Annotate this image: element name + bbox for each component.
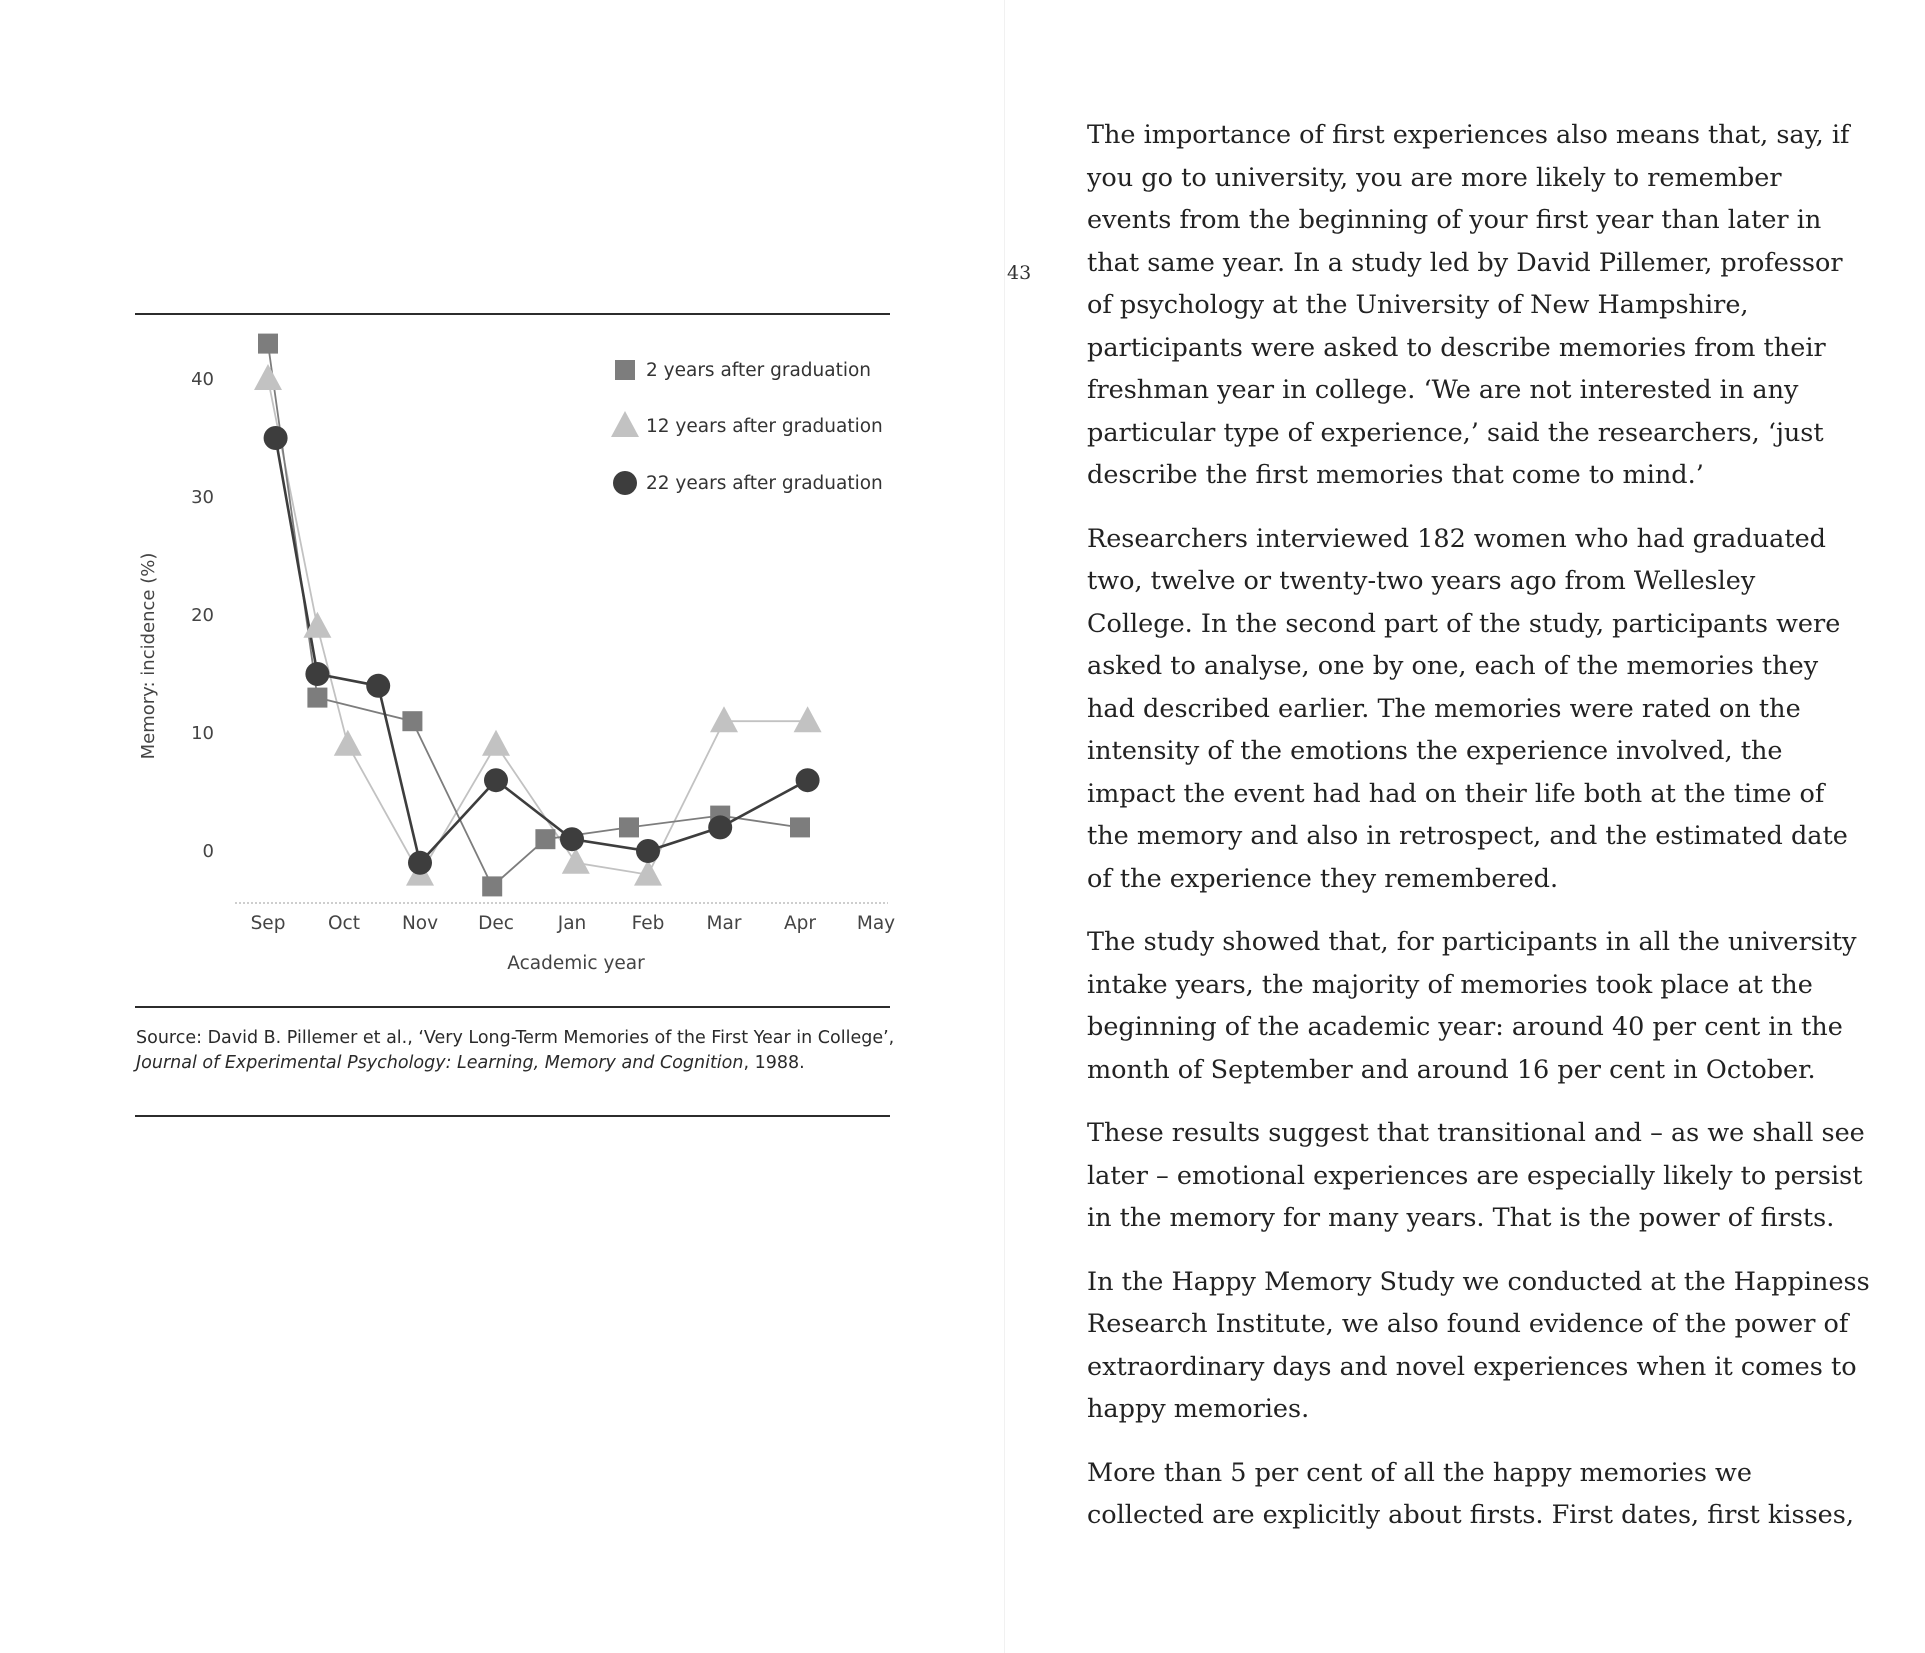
x-tick-label: Nov <box>401 913 439 934</box>
series-2-point <box>482 730 510 756</box>
text-line: that same year. In a study led by David Pillemer, professor <box>1087 247 1843 278</box>
series-3-point <box>264 426 288 450</box>
body-text <box>1087 114 1887 1558</box>
legend-label-1: 2 years after graduation <box>646 360 872 381</box>
text-line: two, twelve or twenty-two years ago from Wellesley <box>1087 566 1756 596</box>
text-line: Research Institute, we also found evidence of the power of <box>1087 1309 1849 1339</box>
x-axis-label: Academic year <box>507 953 645 974</box>
page-number: 43 <box>1007 262 1032 284</box>
paragraph-3 <box>1087 921 1887 1091</box>
series-line-3 <box>276 438 808 863</box>
paragraph-2 <box>1087 518 1887 901</box>
caption-journal: Journal of Experimental Psychology: Learning, Memory and Cognition <box>136 1053 744 1073</box>
figure-caption <box>136 1026 916 1076</box>
text-line: of the experience they remembered. <box>1087 863 1559 894</box>
series-3-point <box>796 768 820 792</box>
text-line: College. In the second part of the study, participants were <box>1087 608 1841 639</box>
text-line: in the memory for many years. That is the power of firsts. <box>1087 1203 1835 1233</box>
series-2-point <box>254 364 282 390</box>
series-3-point <box>560 827 584 851</box>
paragraph-5 <box>1087 1261 1887 1431</box>
x-tick-label: Feb <box>631 913 665 934</box>
caption-journal-line <box>136 1051 916 1076</box>
series-3-point <box>484 768 508 792</box>
series-1-point <box>307 688 327 708</box>
caption-source-line: Source: David B. Pillemer et al., ‘Very Long-Term Memories of the First Year in College’, <box>136 1028 895 1048</box>
series-1-point <box>402 711 422 731</box>
series-1-point <box>790 817 810 837</box>
x-tick-label: Dec <box>478 913 514 934</box>
x-tick-label: May <box>856 913 896 934</box>
y-tick-label: 20 <box>191 605 214 626</box>
text-line: particular type of experience,’ said the researchers, ‘just <box>1087 417 1824 448</box>
text-line: you go to university, you are more likely to remember <box>1087 162 1782 193</box>
paragraph-4 <box>1087 1112 1887 1240</box>
page-gutter <box>1004 0 1005 1653</box>
legend-marker-3 <box>613 471 637 495</box>
series-2-point <box>710 706 738 732</box>
text-line: describe the first memories that come to mind.’ <box>1087 460 1704 490</box>
x-tick-label: Oct <box>328 913 360 934</box>
text-line: These results suggest that transitional and – as we shall see <box>1087 1118 1865 1148</box>
figure-bottom-rule <box>135 1115 890 1117</box>
text-line: collected are explicitly about firsts. First dates, first kisses, <box>1087 1500 1854 1530</box>
text-line: Researchers interviewed 182 women who had graduated <box>1087 523 1826 554</box>
text-line: intake years, the majority of memories took place at the <box>1087 969 1813 1000</box>
legend-marker-1 <box>615 360 635 380</box>
text-line: later – emotional experiences are especially likely to persist <box>1087 1160 1863 1191</box>
x-tick-label: Mar <box>706 913 742 934</box>
text-line: events from the beginning of your first year than later in <box>1087 205 1822 235</box>
legend-marker-2 <box>611 411 639 437</box>
y-tick-label: 0 <box>202 841 214 862</box>
text-line: asked to analyse, one by one, each of the memories they <box>1087 651 1819 681</box>
text-line: the memory and also in retrospect, and the estimated date <box>1087 821 1848 851</box>
text-line: month of September and around 16 per cent in October. <box>1087 1054 1816 1085</box>
text-line: intensity of the emotions the experience involved, the <box>1087 736 1783 766</box>
y-axis-label: Memory: incidence (%) <box>138 552 159 760</box>
text-line: participants were asked to describe memories from their <box>1087 332 1826 363</box>
paragraph-1 <box>1087 114 1887 497</box>
y-tick-label: 40 <box>191 369 214 390</box>
text-line: The importance of first experiences also means that, say, if <box>1087 120 1850 150</box>
series-3-point <box>408 851 432 875</box>
series-2-point <box>562 848 590 874</box>
y-tick-label: 30 <box>191 487 214 508</box>
series-1-point <box>482 876 502 896</box>
series-1-point <box>535 829 555 849</box>
series-line-2 <box>268 379 808 875</box>
legend-label-2: 12 years after graduation <box>646 416 883 437</box>
text-line: beginning of the academic year: around 40 per cent in the <box>1087 1012 1843 1042</box>
x-tick-label: Jan <box>557 913 587 934</box>
x-tick-label: Apr <box>783 913 817 934</box>
series-1-point <box>619 817 639 837</box>
text-line: happy memories. <box>1087 1394 1310 1424</box>
caption-year: , 1988. <box>743 1053 805 1073</box>
text-line: of psychology at the University of New Hampshire, <box>1087 290 1749 320</box>
series-2-point <box>334 730 362 756</box>
paragraph-6 <box>1087 1452 1887 1537</box>
text-line: impact the event had had on their life both at the time of <box>1087 778 1825 809</box>
text-line: extraordinary days and novel experiences when it comes to <box>1087 1351 1857 1382</box>
figure-middle-rule <box>135 1006 890 1008</box>
x-tick-label: Sep <box>250 913 286 934</box>
series-1-point <box>258 334 278 354</box>
series-3-point <box>366 674 390 698</box>
text-line: freshman year in college. ‘We are not interested in any <box>1087 375 1799 405</box>
series-3-point <box>305 662 329 686</box>
text-line: had described earlier. The memories were rated on the <box>1087 693 1801 724</box>
text-line: More than 5 per cent of all the happy memories we <box>1087 1457 1752 1488</box>
series-2-point <box>794 706 822 732</box>
text-line: In the Happy Memory Study we conducted at the Happiness <box>1087 1266 1870 1297</box>
text-line: The study showed that, for participants in all the university <box>1087 927 1857 957</box>
legend-label-3: 22 years after graduation <box>646 473 883 494</box>
series-3-point <box>708 815 732 839</box>
series-3-point <box>636 839 660 863</box>
y-tick-label: 10 <box>191 723 214 744</box>
